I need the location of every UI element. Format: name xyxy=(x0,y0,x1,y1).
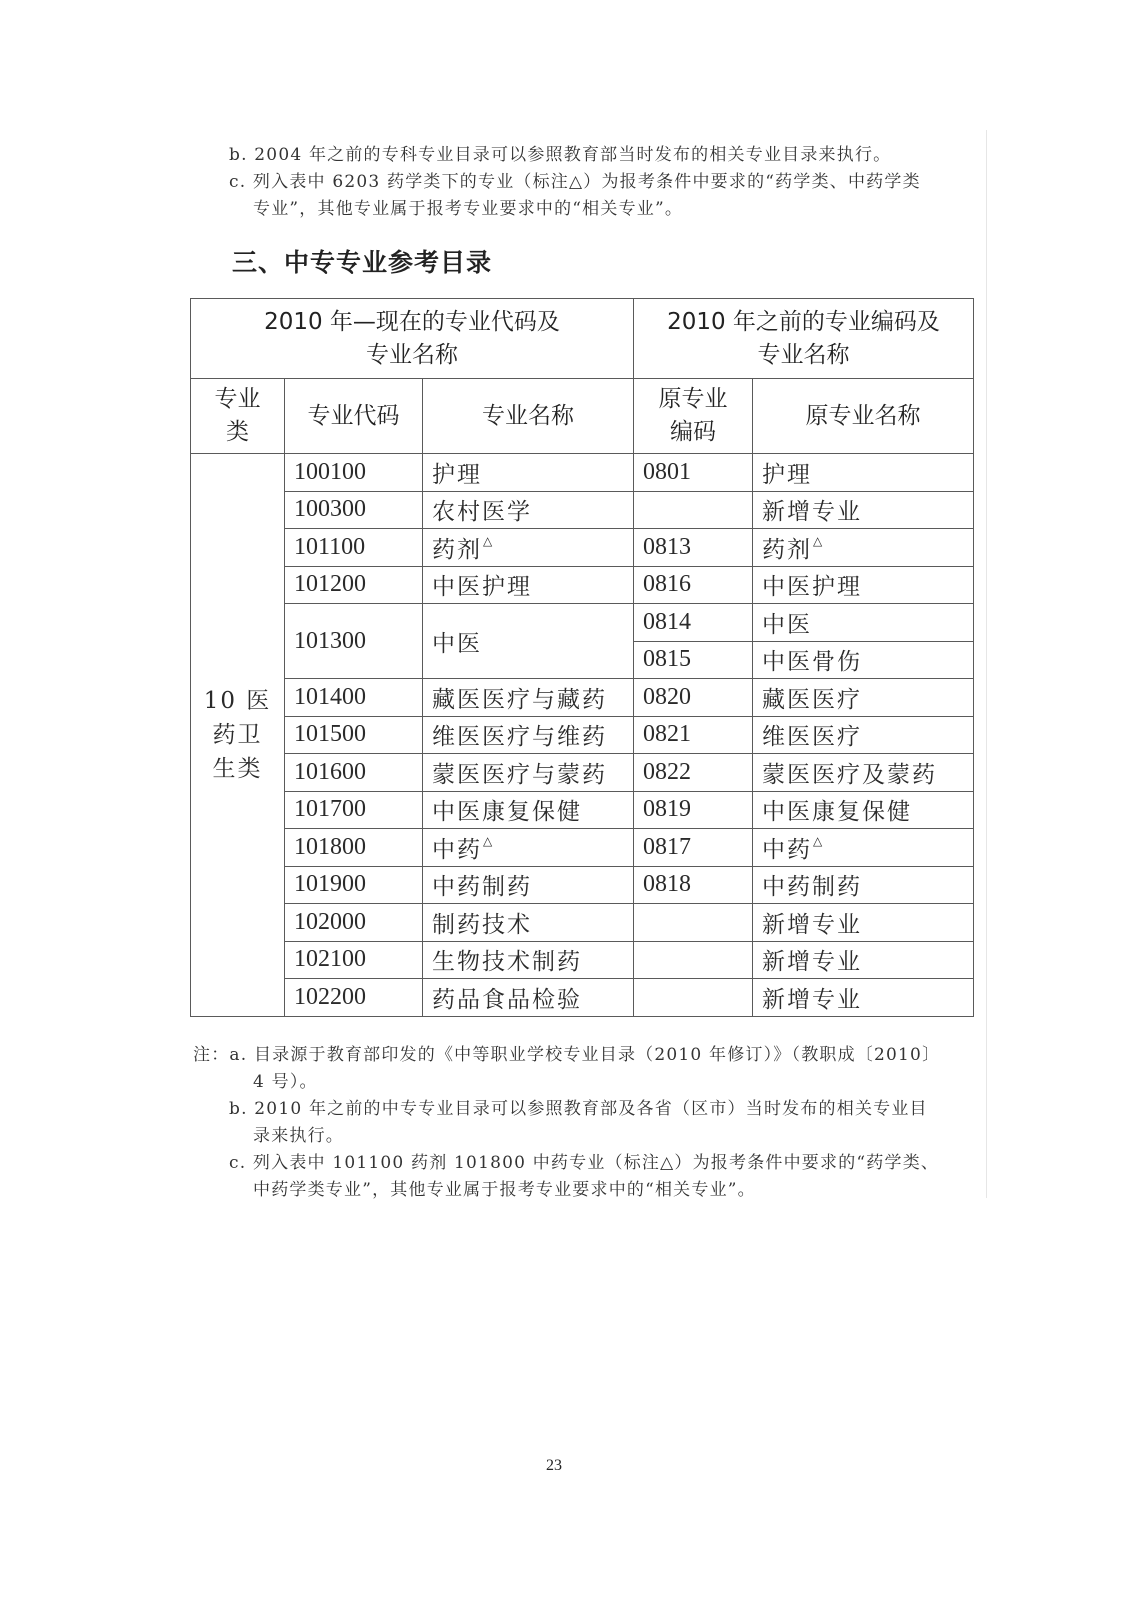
section-title: 三、中专专业参考目录 xyxy=(232,248,493,277)
table-row xyxy=(191,754,974,792)
major-code: 101600 xyxy=(285,754,423,792)
note-c-continued: 专业”，其他专业属于报考专业要求中的“相关专业”。 xyxy=(253,199,684,219)
column-header-category: 专业 类 xyxy=(191,379,285,454)
column-header-name: 专业名称 xyxy=(423,379,634,454)
column-header-old-code: 原专业 编码 xyxy=(634,379,753,454)
note-b-continued: 录来执行。 xyxy=(253,1126,344,1146)
note-b: b. 2004 年之前的专科专业目录可以参照教育部当时发布的相关专业目录来执行。 xyxy=(229,145,892,165)
old-major-name: 藏医医疗 xyxy=(753,679,974,717)
old-major-code xyxy=(634,904,753,942)
old-major-code: 0822 xyxy=(634,754,753,792)
old-major-name: 新增专业 xyxy=(753,491,974,529)
old-major-code xyxy=(634,491,753,529)
old-major-name: 中药制药 xyxy=(753,866,974,904)
old-major-code: 0814 xyxy=(634,604,753,642)
table-row xyxy=(191,454,974,492)
page-number: 23 xyxy=(546,1457,562,1474)
note-b: b. 2010 年之前的中专专业目录可以参照教育部及各省（区市）当时发布的相关专业目 xyxy=(229,1099,928,1119)
old-major-code: 0801 xyxy=(634,454,753,492)
major-name: 药品食品检验 xyxy=(423,979,634,1017)
old-major-name: 维医医疗 xyxy=(753,716,974,754)
major-code: 101900 xyxy=(285,866,423,904)
old-major-name: 新增专业 xyxy=(753,979,974,1017)
old-major-code: 0813 xyxy=(634,529,753,567)
major-code: 101500 xyxy=(285,716,423,754)
table-row xyxy=(191,491,974,529)
table-row xyxy=(191,941,974,979)
group-header-row xyxy=(191,299,974,379)
table-row xyxy=(191,566,974,604)
major-code: 100100 xyxy=(285,454,423,492)
major-name: 蒙医医疗与蒙药 xyxy=(423,754,634,792)
major-code: 101800 xyxy=(285,829,423,867)
note-c-continued: 中药学类专业”，其他专业属于报考专业要求中的“相关专业”。 xyxy=(253,1180,756,1200)
major-code: 101200 xyxy=(285,566,423,604)
major-name: 中医康复保健 xyxy=(423,791,634,829)
old-major-code xyxy=(634,979,753,1017)
old-major-code: 0818 xyxy=(634,866,753,904)
table-row xyxy=(191,829,974,867)
old-major-code: 0821 xyxy=(634,716,753,754)
group-header-previous: 2010 年之前的专业编码及 专业名称 xyxy=(634,299,974,379)
table-row xyxy=(191,529,974,567)
old-major-name: 新增专业 xyxy=(753,941,974,979)
triangle-marker-icon: △ xyxy=(483,533,493,548)
note-c: c. 列入表中 101100 药剂 101800 中药专业（标注△）为报考条件中要求的“药学类、 xyxy=(229,1153,940,1173)
triangle-marker-icon: △ xyxy=(813,533,823,548)
major-catalog-table xyxy=(190,298,974,1017)
old-major-code: 0819 xyxy=(634,791,753,829)
major-name: 中医 xyxy=(423,604,634,679)
table-row xyxy=(191,979,974,1017)
major-name: 中医护理 xyxy=(423,566,634,604)
old-major-name: 中医护理 xyxy=(753,566,974,604)
column-header-code: 专业代码 xyxy=(285,379,423,454)
major-name: 中药制药 xyxy=(423,866,634,904)
table-row xyxy=(191,904,974,942)
old-major-code xyxy=(634,941,753,979)
triangle-marker-icon: △ xyxy=(483,833,493,848)
old-major-code: 0815 xyxy=(634,641,753,679)
old-major-code: 0820 xyxy=(634,679,753,717)
note-a-continued: 4 号）。 xyxy=(253,1072,318,1092)
old-major-code: 0817 xyxy=(634,829,753,867)
top-notes xyxy=(229,142,921,223)
table-row xyxy=(191,866,974,904)
major-code: 102200 xyxy=(285,979,423,1017)
major-name: 维医医疗与维药 xyxy=(423,716,634,754)
major-code: 101400 xyxy=(285,679,423,717)
major-code: 102000 xyxy=(285,904,423,942)
bottom-notes xyxy=(193,1042,940,1204)
note-c: c. 列入表中 6203 药学类下的专业（标注△）为报考条件中要求的“药学类、中药学类 xyxy=(229,172,921,192)
major-name: 制药技术 xyxy=(423,904,634,942)
major-code: 100300 xyxy=(285,491,423,529)
table-row xyxy=(191,604,974,642)
old-major-name: 新增专业 xyxy=(753,904,974,942)
major-code: 102100 xyxy=(285,941,423,979)
column-header-old-name: 原专业名称 xyxy=(753,379,974,454)
table-row xyxy=(191,716,974,754)
page-edge-line xyxy=(986,130,987,1198)
major-name: 生物技术制药 xyxy=(423,941,634,979)
old-major-name: 中医 xyxy=(753,604,974,642)
old-major-name: 中药△ xyxy=(753,829,974,867)
old-major-name: 中医骨伤 xyxy=(753,641,974,679)
old-major-name: 蒙医医疗及蒙药 xyxy=(753,754,974,792)
major-name: 农村医学 xyxy=(423,491,634,529)
old-major-name: 中医康复保健 xyxy=(753,791,974,829)
old-major-name: 药剂△ xyxy=(753,529,974,567)
major-code: 101300 xyxy=(285,604,423,679)
triangle-marker-icon: △ xyxy=(813,833,823,848)
major-name: 中药△ xyxy=(423,829,634,867)
major-name: 药剂△ xyxy=(423,529,634,567)
note-a: 注：a. 目录源于教育部印发的《中等职业学校专业目录（2010 年修订）》（教职成〔2010〕 xyxy=(193,1045,941,1065)
old-major-code: 0816 xyxy=(634,566,753,604)
group-header-current: 2010 年—现在的专业代码及 专业名称 xyxy=(191,299,634,379)
table-row xyxy=(191,791,974,829)
category-cell: 10 医 药卫 生类 xyxy=(191,454,285,1017)
major-code: 101700 xyxy=(285,791,423,829)
major-name: 藏医医疗与藏药 xyxy=(423,679,634,717)
column-header-row xyxy=(191,379,974,454)
major-code: 101100 xyxy=(285,529,423,567)
major-name: 护理 xyxy=(423,454,634,492)
old-major-name: 护理 xyxy=(753,454,974,492)
table-row xyxy=(191,679,974,717)
